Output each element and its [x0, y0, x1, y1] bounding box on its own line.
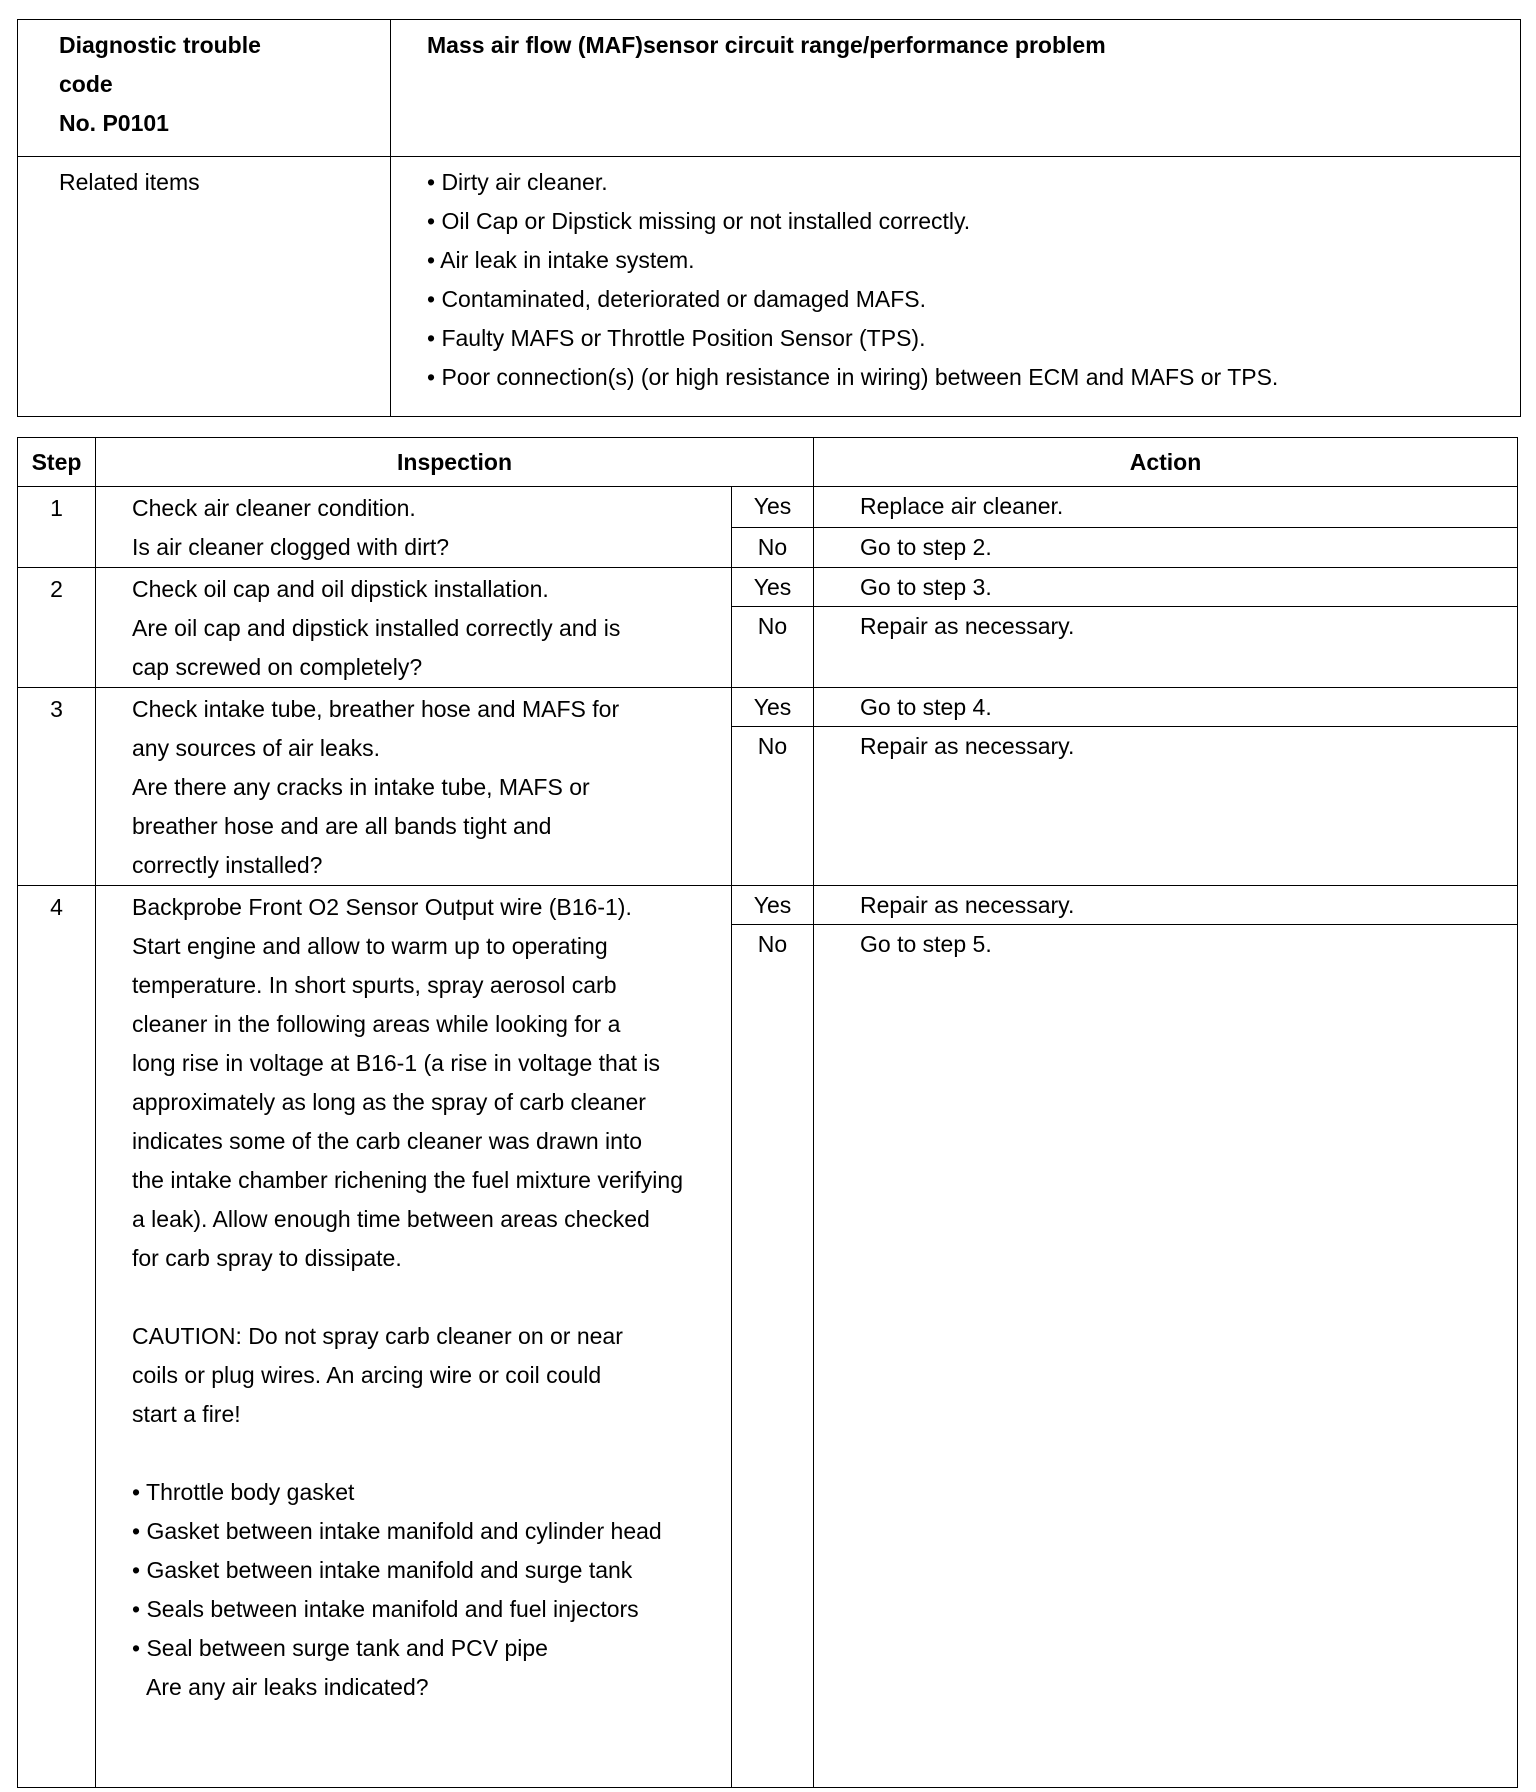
dtc-code-label-line: Diagnostic trouble [59, 32, 261, 58]
inspection-line: indicates some of the carb cleaner was drawn into [132, 1128, 643, 1154]
inspection-line: Is air cleaner clogged with dirt? [132, 534, 450, 560]
no-label: No [732, 527, 814, 568]
no-label: No [732, 925, 814, 1788]
related-item: • Air leak in intake system. [427, 247, 695, 273]
yes-action: Repair as necessary. [814, 886, 1518, 925]
related-items-label [18, 157, 391, 417]
inspection-line: breather hose and are all bands tight and [132, 813, 552, 839]
yes-label: Yes [732, 688, 814, 727]
inspection-header: Inspection [96, 438, 814, 487]
step-row [18, 568, 1518, 607]
inspection-line: temperature. In short spurts, spray aerosol carb [132, 972, 617, 998]
yes-label: Yes [732, 886, 814, 925]
no-label: No [732, 727, 814, 886]
step-number: 2 [18, 568, 96, 688]
related-item: • Dirty air cleaner. [427, 169, 608, 195]
step-row [18, 688, 1518, 727]
check-area-item: • Seal between surge tank and PCV pipe [132, 1635, 548, 1661]
inspection-line: Check air cleaner condition. [132, 495, 416, 521]
inspection-line: Check oil cap and oil dipstick installation. [132, 576, 549, 602]
dtc-info-table [17, 19, 1521, 417]
step-number: 3 [18, 688, 96, 886]
related-item: • Poor connection(s) (or high resistance in wiring) between ECM and MAFS or TPS. [427, 364, 1279, 390]
inspection-line: Backprobe Front O2 Sensor Output wire (B16-1). [132, 894, 632, 920]
no-action: Go to step 5. [814, 925, 1518, 1788]
yes-label: Yes [732, 568, 814, 607]
inspection-line: Are oil cap and dipstick installed correctly and is [132, 615, 621, 641]
step-inspection [96, 568, 732, 688]
dtc-code-label-line: No. P0101 [59, 110, 169, 136]
related-item: • Faulty MAFS or Throttle Position Sensor (TPS). [427, 325, 926, 351]
step-header: Step [18, 438, 96, 487]
dtc-title-text: Mass air flow (MAF)sensor circuit range/performance problem [427, 32, 1106, 58]
step-inspection [96, 886, 732, 1788]
no-action: Go to step 2. [814, 527, 1518, 568]
inspection-line: for carb spray to dissipate. [132, 1245, 402, 1271]
caution-line: start a fire! [132, 1401, 241, 1427]
inspection-line: long rise in voltage at B16-1 (a rise in voltage that is [132, 1050, 661, 1076]
related-item: • Contaminated, deteriorated or damaged MAFS. [427, 286, 926, 312]
inspection-line: any sources of air leaks. [132, 735, 381, 761]
step-inspection [96, 688, 732, 886]
check-area-item: • Throttle body gasket [132, 1479, 355, 1505]
inspection-line: the intake chamber richening the fuel mixture verifying [132, 1167, 684, 1193]
inspection-line: cleaner in the following areas while looking for a [132, 1011, 621, 1037]
inspection-line: Are there any cracks in intake tube, MAFS or [132, 774, 590, 800]
inspection-line: approximately as long as the spray of carb cleaner [132, 1089, 646, 1115]
inspection-line: cap screwed on completely? [132, 654, 423, 680]
dtc-title [391, 20, 1521, 157]
yes-action: Go to step 3. [814, 568, 1518, 607]
related-items-label-text: Related items [59, 169, 200, 195]
related-item: • Oil Cap or Dipstick missing or not installed correctly. [427, 208, 971, 234]
inspection-line: a leak). Allow enough time between areas checked [132, 1206, 650, 1232]
caution-line: CAUTION: Do not spray carb cleaner on or near [132, 1323, 623, 1349]
yes-action: Replace air cleaner. [814, 487, 1518, 528]
spacer [132, 1434, 723, 1473]
inspection-question: Are any air leaks indicated? [146, 1674, 429, 1700]
check-area-item: • Seals between intake manifold and fuel injectors [132, 1596, 639, 1622]
action-header: Action [814, 438, 1518, 487]
diagnostic-steps-table [17, 437, 1518, 1788]
step-inspection [96, 487, 732, 568]
dtc-code-label-line: code [59, 71, 113, 97]
dtc-code-label [18, 20, 391, 157]
yes-label: Yes [732, 487, 814, 528]
no-action: Repair as necessary. [814, 607, 1518, 688]
steps-header-row [18, 438, 1518, 487]
no-action: Repair as necessary. [814, 727, 1518, 886]
inspection-line: Check intake tube, breather hose and MAFS for [132, 696, 620, 722]
related-items-list [391, 157, 1521, 417]
inspection-line: Start engine and allow to warm up to operating [132, 933, 608, 959]
check-area-item: • Gasket between intake manifold and surge tank [132, 1557, 633, 1583]
spacer [132, 1278, 723, 1317]
step-row [18, 886, 1518, 925]
step-number: 4 [18, 886, 96, 1788]
check-area-item: • Gasket between intake manifold and cylinder head [132, 1518, 662, 1544]
caution-line: coils or plug wires. An arcing wire or coil could [132, 1362, 602, 1388]
step-row [18, 487, 1518, 528]
no-label: No [732, 607, 814, 688]
related-items-row [18, 157, 1521, 417]
step-number: 1 [18, 487, 96, 568]
inspection-line: correctly installed? [132, 852, 323, 878]
yes-action: Go to step 4. [814, 688, 1518, 727]
dtc-header-row [18, 20, 1521, 157]
